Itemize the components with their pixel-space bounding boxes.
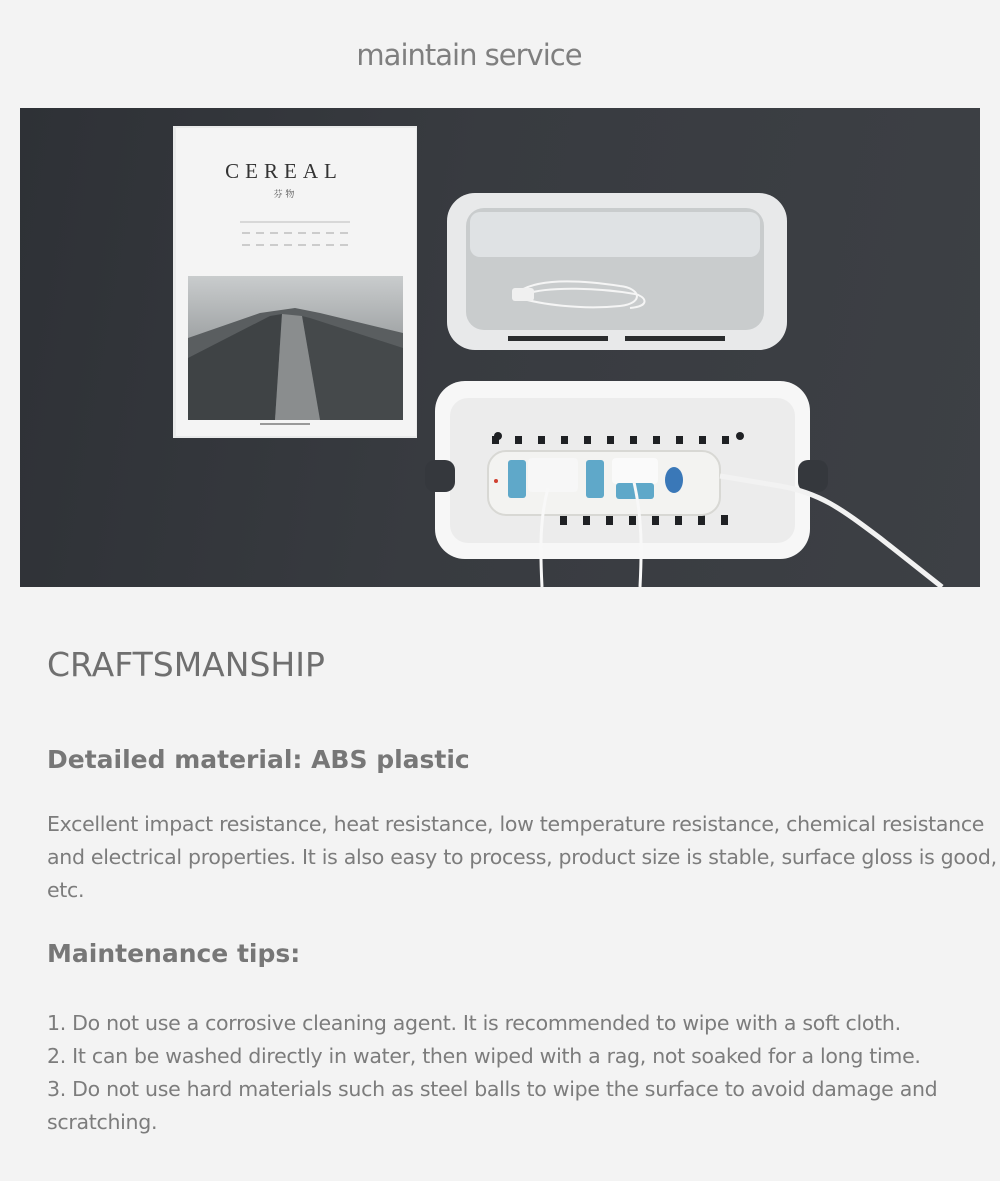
list-item: 3. Do not use hard materials such as steel balls to wipe the surface to avoid damage and scratching. — [47, 1077, 938, 1134]
page-title: maintain service — [356, 38, 582, 72]
product-photo — [20, 108, 980, 587]
book-subtitle: 芬 物 — [273, 190, 295, 200]
box-lid-image — [447, 193, 787, 350]
box-base-image — [425, 381, 942, 587]
list-item: 1. Do not use a corrosive cleaning agent. It is recommended to wipe with a soft cloth. — [47, 1011, 901, 1035]
book-image — [173, 126, 417, 438]
list-item: 2. It can be washed directly in water, then wiped with a rag, not soaked for a long time. — [47, 1044, 921, 1068]
section-title: CRAFTSMANSHIP — [47, 645, 325, 684]
material-heading: Detailed material: ABS plastic — [47, 745, 470, 774]
maintenance-tips-list — [47, 1007, 947, 1139]
maintenance-tips-heading: Maintenance tips: — [47, 939, 301, 968]
book-title: CEREAL — [225, 159, 343, 183]
material-description: Excellent impact resistance, heat resistance, low temperature resistance, chemical resistance and electrical properties. It is also easy to process, product size is stable, surface gloss is good, etc. — [47, 812, 997, 902]
